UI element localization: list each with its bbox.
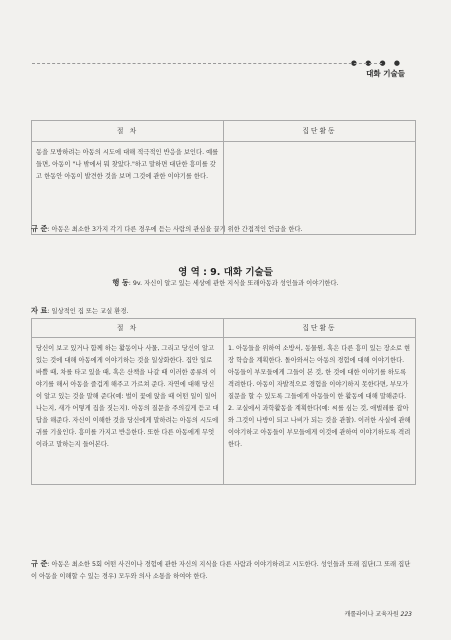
table1-col-procedure: 절 차 xyxy=(32,121,224,142)
table2-group-activity-1: 1. 아동들을 위하여 소방서, 동물원, 혹은 다른 흥미 있는 장소로 현장 학습을 계획한다. 돌아와서는 아동의 경험에 대해 이야기한다. 아동들이 부모들에게 그들이 본 것, 한 것에 대한 이야기를 하도록 격려한다. 아동이 자발적으로 경험을 이야기하지 못한다면, 부모가 질문을 할 수 있도록 그들에게 아동들이 한 활동에 대해 말해준다. xyxy=(228,345,411,400)
criterion-2-text: : 아동은 최소한 5회 어떤 사건이나 경험에 관한 자신의 지식을 다른 사람과 이야기하려고 시도한다. 성인들과 또래 집단(그 또래 집단이 아동을 이해할 수 있는 경우) 모두와 의사 소통을 하여야 한다. xyxy=(31,561,411,580)
footer-book-title: 캐롤라이나 교육자원 xyxy=(344,611,399,618)
table1-procedure-text: 동을 모방하려는 아동의 시도에 대해 적극적인 반응을 보인다. 예를 들면, 아동이 "나 밖에서 뭐 찾았다."하고 말하면 대단한 흥미를 갖고 한동안 아동이 발견한 것을 보며 그것에 관한 이야기를 한다. xyxy=(36,149,219,180)
procedure-table-1 xyxy=(31,120,416,235)
table1-group-cell xyxy=(224,142,416,235)
table1-procedure-cell xyxy=(32,142,224,235)
table2-col-procedure: 절 차 xyxy=(32,319,224,338)
page-footer xyxy=(345,609,412,618)
criterion-1-text: : 아동은 최소한 3가지 각기 다른 경우에 듣는 사람의 관심을 끌기 위한 간접적인 언급을 한다. xyxy=(47,226,303,233)
header-section-title: 대화 기술들 xyxy=(366,69,405,78)
table1-col-group-activity: 집단활동 xyxy=(224,121,416,142)
criterion-2 xyxy=(31,558,416,583)
behavior-goal-label: 행 동 xyxy=(112,278,129,287)
header-dots: ● ● ● ● xyxy=(350,59,403,67)
criterion-1 xyxy=(31,223,421,236)
table2-procedure-text: 당신이 보고 있거나 함께 하는 활동이나 사물, 그리고 당신이 알고 있는 것에 대해 아동에게 이야기하는 것을 일상화한다. 집안 일로 바쁠 때, 차를 타고 있을 때, 혹은 산책을 나갈 때 이러한 종류의 이야기를 해서 아동을 즐겁게 해주고 가르쳐 준다. 자연에 대해 당신이 알고 있는 것을 말해 준다(예: 벌이 꽃에 앉을 때 어떤 일이 일어 나는지, 새가 어떻게 집을 짓는지). 아동의 질문을 주의깊게 듣고 대답을 해준다. 자신이 이해한 것을 당신에게 말하려는 아동의 시도에 귀를 기울인다. 흥미를 가지고 반응한다. 또한 다른 아동에게 무엇이라고 말하는지 들어본다. xyxy=(36,345,219,448)
behavior-goal-text: : 9v. 자신이 알고 있는 세상에 관한 지식을 또래아동과 성인들과 이야기한다. xyxy=(128,280,339,287)
criterion-1-label: 규 준 xyxy=(31,224,48,233)
behavior-goal xyxy=(0,278,451,288)
section-title: 영 역 : 9. 대화 기술들 xyxy=(178,267,273,278)
table2-col-group-activity: 집단활동 xyxy=(224,319,416,338)
table2-group-activity-2: 2. 교실에서 과학활동을 계획한다(예: 씨를 심는 것, 애벌레를 잡아와 그것이 나방이 되고 나비가 되는 것을 관찰). 이러한 사실에 관해 이야기하고 아동들이 부모들에게 이것에 관하여 이야기하도록 격려한다. xyxy=(228,405,411,448)
materials-label: 자 료 xyxy=(31,306,48,315)
table2-procedure-cell xyxy=(32,338,224,485)
page-number: 223 xyxy=(400,611,412,618)
materials xyxy=(31,306,128,316)
criterion-2-label: 규 준 xyxy=(31,559,48,568)
table2-group-cell xyxy=(224,338,416,485)
materials-text: : 일상적인 집 또는 교실 환경. xyxy=(47,308,129,315)
procedure-table-2 xyxy=(31,318,416,485)
header-rule xyxy=(32,63,382,64)
